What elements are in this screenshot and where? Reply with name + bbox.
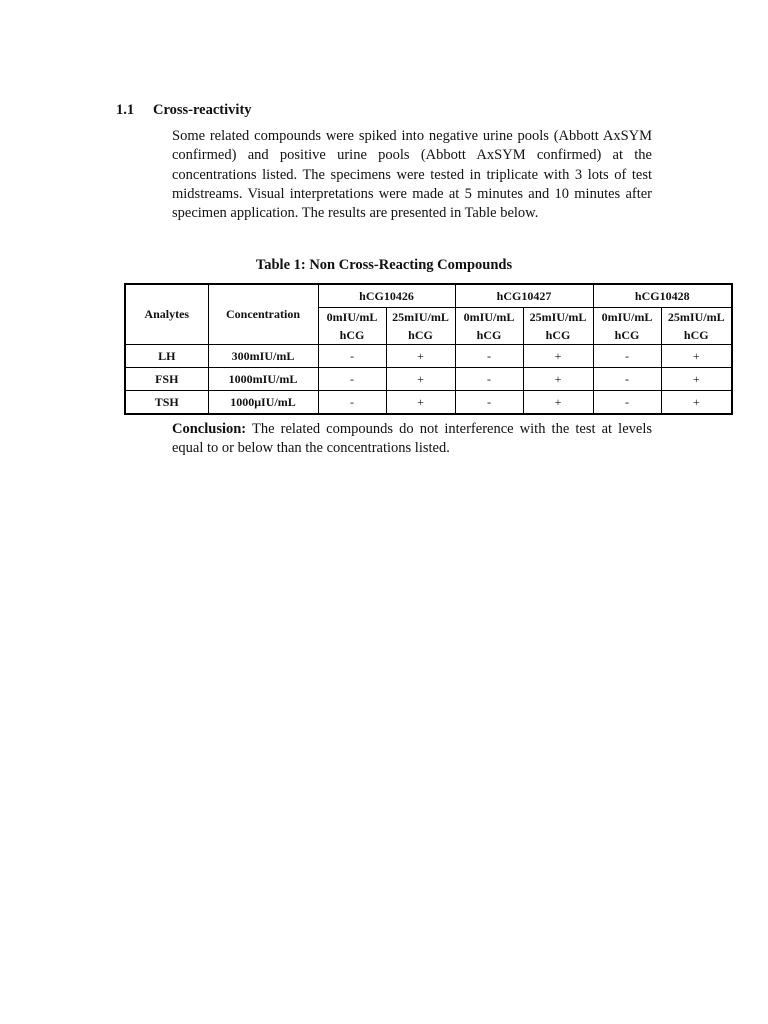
result-cell: - [455, 391, 523, 415]
concentration-cell: 1000μIU/mL [208, 391, 318, 415]
header-analytes: Analytes [125, 284, 208, 345]
result-cell: - [593, 345, 661, 368]
table-caption: Table 1: Non Cross-Reacting Compounds [255, 257, 513, 273]
header-subcolumn: 25mIU/mL hCG [661, 308, 732, 345]
header-lot: hCG10426 [318, 284, 455, 308]
header-subcolumn: 25mIU/mL hCG [386, 308, 455, 345]
result-cell: + [661, 345, 732, 368]
conclusion-text: The related compounds do not interference with the test at levels equal to or below than the concentrations listed. [172, 421, 652, 457]
section-number: 1.1 [116, 102, 135, 118]
intro-paragraph: Some related compounds were spiked into negative urine pools (Abbott AxSYM confirmed) and positive urine pools (Abbott AxSYM confirmed) at the concentrations listed. The specimens were tested in triplicate with 3 lots of test midstreams. Visual interpretations were made at 5 minutes and 10 minutes after specimen application. The results are presented in Table below. [172, 128, 652, 222]
analyte-cell: LH [125, 345, 208, 368]
result-cell: - [318, 391, 386, 415]
result-cell: + [661, 368, 732, 391]
result-cell: - [593, 391, 661, 415]
result-cell: + [523, 368, 593, 391]
header-subcolumn: 0mIU/mL hCG [318, 308, 386, 345]
header-lot: hCG10428 [593, 284, 732, 308]
concentration-cell: 1000mIU/mL [208, 368, 318, 391]
header-subcolumn: 0mIU/mL hCG [593, 308, 661, 345]
result-cell: - [318, 368, 386, 391]
result-cell: - [318, 345, 386, 368]
cross-reactivity-table [124, 283, 733, 415]
result-cell: - [455, 368, 523, 391]
table-row [125, 391, 732, 415]
result-cell: + [386, 391, 455, 415]
conclusion-paragraph [172, 420, 652, 459]
result-cell: + [523, 391, 593, 415]
result-cell: + [661, 391, 732, 415]
analyte-cell: TSH [125, 391, 208, 415]
header-concentration: Concentration [208, 284, 318, 345]
section-title: Cross-reactivity [153, 102, 252, 118]
conclusion-label: Conclusion: [172, 421, 247, 437]
analyte-cell: FSH [125, 368, 208, 391]
header-lot: hCG10427 [455, 284, 593, 308]
section-heading [116, 102, 252, 119]
result-cell: + [523, 345, 593, 368]
table-row [125, 368, 732, 391]
header-subcolumn: 25mIU/mL hCG [523, 308, 593, 345]
concentration-cell: 300mIU/mL [208, 345, 318, 368]
table-row [125, 345, 732, 368]
result-cell: + [386, 368, 455, 391]
result-cell: + [386, 345, 455, 368]
result-cell: - [455, 345, 523, 368]
header-subcolumn: 0mIU/mL hCG [455, 308, 523, 345]
result-cell: - [593, 368, 661, 391]
